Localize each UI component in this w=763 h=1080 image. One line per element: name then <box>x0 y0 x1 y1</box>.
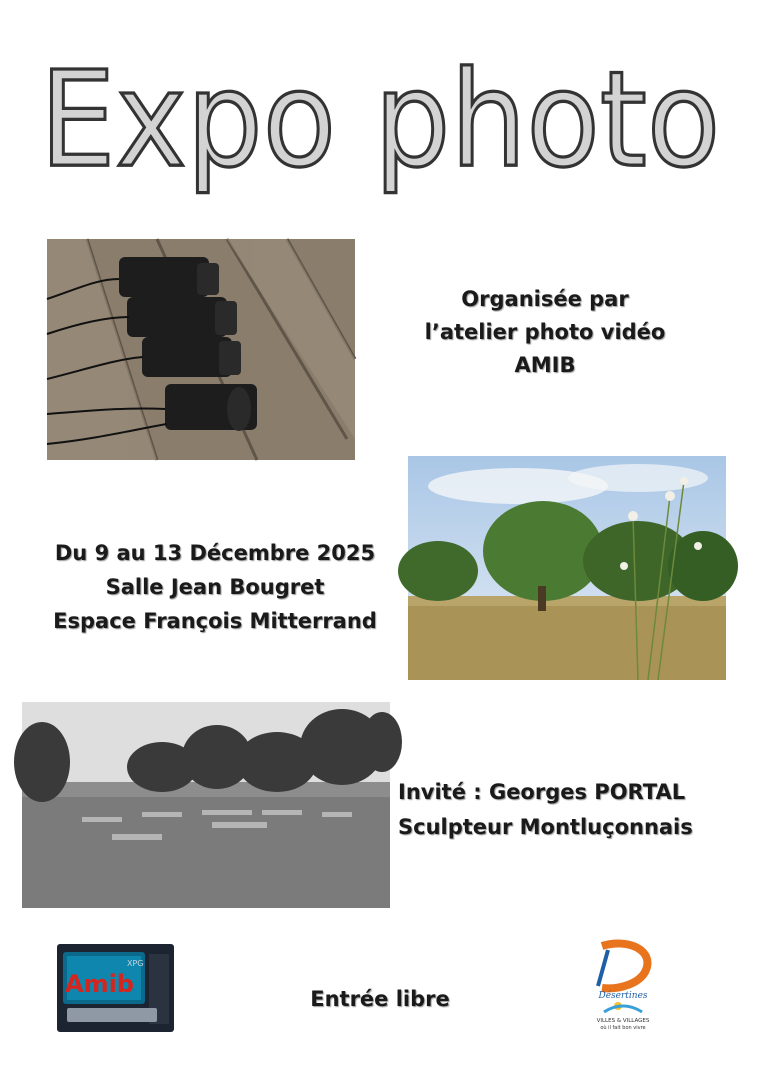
desertines-logo-name: Désertines <box>598 991 648 1001</box>
amib-logo-small: XPG <box>127 959 144 968</box>
organizer-line-3: AMIB <box>514 353 576 377</box>
organizer-line-1: Organisée par <box>461 287 629 311</box>
organizer-line-2: l’atelier photo vidéo <box>424 320 666 344</box>
desertines-logo-tag2: où il fait bon vivre <box>600 1025 646 1031</box>
entry-free-label: Entrée libre <box>310 987 450 1011</box>
guest-name: Invité : Georges PORTAL <box>398 780 686 804</box>
photo-park-bw <box>22 702 390 908</box>
event-dates: Du 9 au 13 Décembre 2025 <box>54 541 376 565</box>
guest-block <box>398 775 758 845</box>
photo-cameras-on-table <box>47 239 355 460</box>
desertines-logo <box>588 940 658 1032</box>
poster-title <box>39 20 721 220</box>
event-venue: Salle Jean Bougret <box>105 575 325 599</box>
event-place: Espace François Mitterrand <box>53 609 377 633</box>
desertines-logo-tag1: VILLES & VILLAGES <box>596 1018 650 1024</box>
amib-logo <box>57 944 174 1032</box>
organizer-block <box>390 283 700 382</box>
amib-logo-text: Amib <box>65 970 134 998</box>
poster-title-text: Expo photo <box>39 42 721 197</box>
event-info-block <box>30 536 400 638</box>
photo-tree-field <box>408 456 726 680</box>
guest-role: Sculpteur Montluçonnais <box>398 815 693 839</box>
